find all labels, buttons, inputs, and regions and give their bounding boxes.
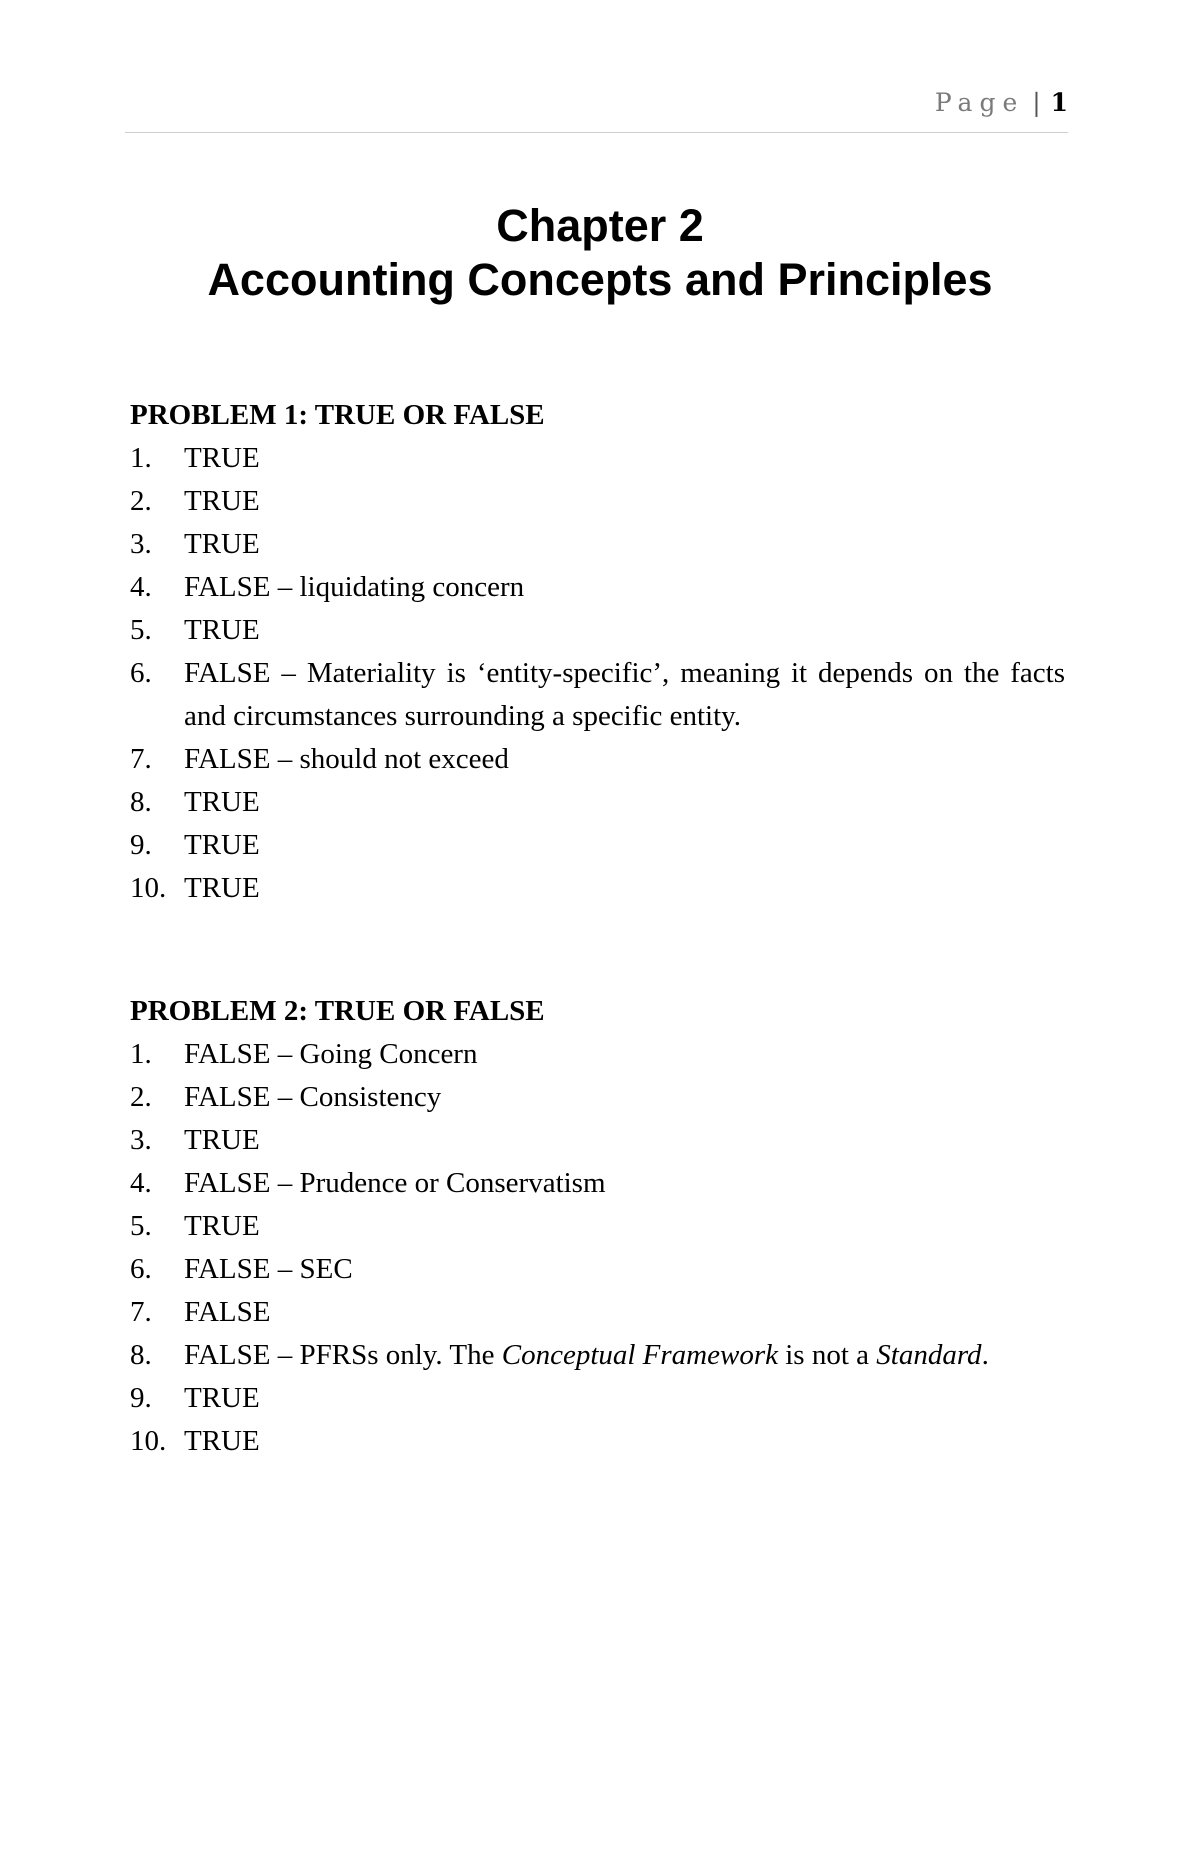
list-item (130, 652, 1065, 738)
item-answer-part: FALSE – PFRSs only. The (184, 1339, 502, 1371)
list-item (130, 781, 1065, 824)
item-answer (184, 1334, 1065, 1377)
item-answer: TRUE (184, 872, 260, 904)
item-answer: FALSE (184, 1296, 271, 1328)
item-number: 5. (130, 614, 152, 646)
problem-2-heading: PROBLEM 2: TRUE OR FALSE (130, 995, 545, 1027)
page-label: Page (934, 88, 1025, 117)
item-answer: TRUE (184, 485, 260, 517)
item-number: 3. (130, 528, 152, 560)
item-number: 6. (130, 1253, 152, 1285)
chapter-subtitle: Accounting Concepts and Principles (207, 254, 993, 305)
item-number: 6. (130, 657, 152, 689)
list-item (130, 1205, 1065, 1248)
item-answer: TRUE (184, 1210, 260, 1242)
item-number: 3. (130, 1124, 152, 1156)
problem-1-answer-list (130, 437, 1065, 910)
item-number: 9. (130, 1382, 152, 1414)
item-answer: TRUE (184, 1124, 260, 1156)
list-item (130, 1033, 1065, 1076)
item-answer-part: . (981, 1339, 989, 1371)
list-item (130, 738, 1065, 781)
item-answer: TRUE (184, 614, 260, 646)
list-item (130, 1119, 1065, 1162)
chapter-title: Chapter 2 (496, 200, 704, 251)
item-answer: TRUE (184, 1382, 260, 1414)
item-answer: TRUE (184, 442, 260, 474)
list-item (130, 1420, 1065, 1463)
item-answer-italic-term: Standard (876, 1339, 982, 1371)
list-item (130, 1291, 1065, 1334)
list-item (130, 437, 1065, 480)
item-number: 10. (130, 1425, 167, 1457)
problem-2-answer-list (130, 1033, 1065, 1463)
page-number: 1 (1050, 88, 1068, 117)
item-answer: FALSE – liquidating concern (184, 571, 525, 603)
list-item (130, 480, 1065, 523)
item-answer: FALSE – Going Concern (184, 1038, 478, 1070)
item-answer-italic-term: Conceptual Framework (501, 1339, 778, 1371)
item-number: 10. (130, 872, 167, 904)
item-number: 4. (130, 571, 152, 603)
item-number: 9. (130, 829, 152, 861)
item-answer: FALSE – Prudence or Conservatism (184, 1167, 606, 1199)
item-number: 1. (130, 1038, 152, 1070)
item-number: 2. (130, 485, 152, 517)
item-answer: FALSE – SEC (184, 1253, 353, 1285)
item-answer: TRUE (184, 1425, 260, 1457)
list-item (130, 1377, 1065, 1420)
list-item (130, 867, 1065, 910)
list-item (130, 1248, 1065, 1291)
item-number: 8. (130, 786, 152, 818)
item-number: 5. (130, 1210, 152, 1242)
list-item (130, 1334, 1065, 1377)
list-item (130, 824, 1065, 867)
item-number: 4. (130, 1167, 152, 1199)
item-answer: TRUE (184, 528, 260, 560)
item-answer: FALSE – Consistency (184, 1081, 442, 1113)
problem-1-section (130, 394, 1065, 910)
problem-2-section (130, 990, 1065, 1463)
item-answer: TRUE (184, 786, 260, 818)
item-number: 7. (130, 1296, 152, 1328)
item-number: 8. (130, 1339, 152, 1371)
item-number: 7. (130, 743, 152, 775)
page-header (125, 88, 1068, 133)
list-item (130, 1162, 1065, 1205)
item-number: 1. (130, 442, 152, 474)
item-answer: FALSE – Materiality is ‘entity-specific’, meaning it depends on the facts and circumstances surrounding a specific entity. (184, 657, 1065, 732)
list-item (130, 566, 1065, 609)
page-separator: | (1032, 88, 1041, 117)
list-item (130, 1076, 1065, 1119)
problem-1-heading: PROBLEM 1: TRUE OR FALSE (130, 399, 545, 431)
item-answer: TRUE (184, 829, 260, 861)
list-item (130, 609, 1065, 652)
item-number: 2. (130, 1081, 152, 1113)
list-item (130, 523, 1065, 566)
item-answer-part: is not a (778, 1339, 877, 1371)
item-answer: FALSE – should not exceed (184, 743, 509, 775)
